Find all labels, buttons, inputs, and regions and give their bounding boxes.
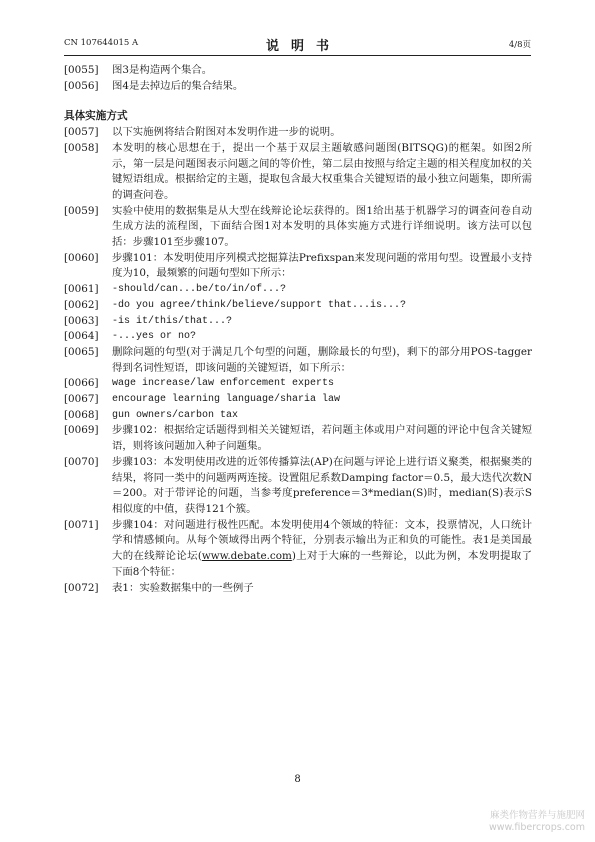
paragraph-number: [0065] bbox=[64, 345, 99, 358]
key-phrase: wage increase/law enforcement experts bbox=[112, 378, 335, 390]
paragraph-number: [0062] bbox=[64, 298, 99, 311]
header-divider bbox=[64, 55, 531, 56]
paragraph-0070 bbox=[64, 455, 532, 518]
paragraph-number: [0064] bbox=[64, 330, 99, 343]
paragraph-text: 步骤102：根据给定话题得到相关关键短语，若问题主体或用户对问题的评论中包含关键短语，则将该问题加入种子问题集。 bbox=[112, 424, 532, 453]
paragraph-0071 bbox=[64, 518, 532, 581]
paragraph-0069 bbox=[64, 423, 532, 454]
paragraph-0067 bbox=[64, 392, 532, 408]
top-paragraphs bbox=[64, 63, 532, 94]
document-body bbox=[64, 63, 532, 596]
paragraph-number: [0072] bbox=[64, 581, 99, 594]
page-header bbox=[64, 35, 531, 53]
paragraph-number: [0063] bbox=[64, 314, 99, 327]
paragraph-number: [0057] bbox=[64, 126, 99, 139]
site-watermark bbox=[489, 810, 585, 834]
section-heading: 具体实施方式 bbox=[64, 110, 128, 123]
paragraph-0056 bbox=[64, 79, 532, 95]
watermark-url: www.fibercrops.com bbox=[488, 822, 585, 833]
paragraph-0072 bbox=[64, 581, 532, 597]
paragraph-0062 bbox=[64, 298, 532, 314]
paragraph-text: 删除问题的句型(对于满足几个句型的问题，删除最长的句型)，剩下的部分用POS-tagger得到名词性短语，即该问题的关键短语，如下所示： bbox=[112, 345, 532, 374]
paragraph-number: [0061] bbox=[64, 283, 99, 296]
paragraph-0064 bbox=[64, 329, 532, 345]
text-after-link: )上对于大麻的一些辩论，以此为例，本发明提取了下面8个特征： bbox=[112, 550, 532, 578]
paragraph-0058 bbox=[64, 141, 532, 204]
document-title: 说明书 bbox=[265, 39, 341, 54]
question-pattern: -is it/this/that...? bbox=[112, 315, 233, 327]
paragraph-text: 本发明的核心思想在于，提出一个基于双层主题敏感问题图(BITSQG)的框架。如图2所示，第一层是问题图表示问题之间的等价性，第二层由按照与给定主题的相关程度加权的关键短语组成。根据给定的主题，提取包含最大权重集合关键短语的最小独立问题集，即所需的调查问卷。 bbox=[112, 141, 532, 201]
patent-number: CN 107644015 A bbox=[64, 38, 139, 48]
paragraph-number: [0056] bbox=[64, 79, 99, 92]
paragraph-0065 bbox=[64, 345, 532, 376]
paragraph-0068 bbox=[64, 408, 532, 424]
paragraph-number: [0066] bbox=[64, 377, 99, 390]
key-phrase: gun owners/carbon tax bbox=[112, 409, 239, 421]
paragraph-text: 步骤101：本发明使用序列模式挖掘算法Prefixspan来发现问题的常用句型。设置最小支持度为10，最频繁的问题句型如下所示： bbox=[112, 251, 532, 280]
paragraph-text: 以下实施例将结合附图对本发明作进一步的说明。 bbox=[112, 126, 341, 139]
paragraph-text bbox=[112, 518, 532, 581]
paragraph-number: [0070] bbox=[64, 455, 99, 468]
paragraph-number: [0069] bbox=[64, 424, 99, 437]
paragraph-number: [0071] bbox=[64, 518, 99, 531]
paragraph-number: [0058] bbox=[64, 141, 99, 154]
paragraph-number: [0059] bbox=[64, 204, 99, 217]
paragraph-text: 图4是去掉边后的集合结果。 bbox=[112, 79, 244, 92]
paragraph-0059 bbox=[64, 204, 532, 251]
question-pattern: -...yes or no? bbox=[112, 331, 197, 343]
key-phrase: encourage learning language/sharia law bbox=[112, 394, 341, 406]
paragraph-0066 bbox=[64, 376, 532, 392]
debate-forum-link[interactable]: www.debate.com bbox=[201, 550, 292, 563]
paragraph-text: 步骤103：本发明使用改进的近邻传播算法(AP)在问题与评论上进行语义聚类，根据聚类的结果，将同一类中的问题两两连接。设置阻尼系数Damping factor＝0.5，最大迭代次数N＝200。对于带评论的问题，当参考度preference＝3*median(S)时，median(S)表示S相似度的中值，获得121个簇。 bbox=[112, 455, 532, 515]
text-before-link: 步骤104：对问题进行极性匹配。本发明使用4个领域的特征：文本，投票情况，人口统计学和情感倾向。从每个领域得出两个特征，分别表示输出为正和负的可能性。表1是美国最大的在线辩论论坛( bbox=[112, 518, 532, 563]
paragraph-text: 实验中使用的数据集是从大型在线辩论论坛获得的。图1给出基于机器学习的调查问卷自动生成方法的流程图，下面结合图1对本发明的具体实施方式进行详细说明。该方法可以包括：步骤101至步骤107。 bbox=[112, 204, 532, 249]
page-number: 8 bbox=[294, 774, 301, 785]
paragraph-text: 图3是构造两个集合。 bbox=[112, 64, 213, 76]
paragraph-number: [0055] bbox=[64, 64, 99, 76]
paragraph-0055 bbox=[64, 63, 532, 79]
paragraph-0063 bbox=[64, 314, 532, 330]
page-label: 4/8页 bbox=[508, 40, 531, 50]
paragraph-0061 bbox=[64, 282, 532, 298]
main-paragraphs bbox=[64, 125, 532, 596]
table-caption: 表1：实验数据集中的一些例子 bbox=[112, 581, 254, 594]
watermark-title: 麻类作物营养与施肥网 bbox=[489, 810, 585, 821]
paragraph-number: [0060] bbox=[64, 251, 99, 264]
paragraph-0057 bbox=[64, 125, 532, 141]
paragraph-number: [0068] bbox=[64, 408, 99, 421]
question-pattern: -do you agree/think/believe/support that...is...? bbox=[112, 299, 407, 311]
paragraph-number: [0067] bbox=[64, 393, 99, 406]
paragraph-0060 bbox=[64, 251, 532, 282]
question-pattern: -should/can...be/to/in/of...? bbox=[112, 284, 287, 296]
